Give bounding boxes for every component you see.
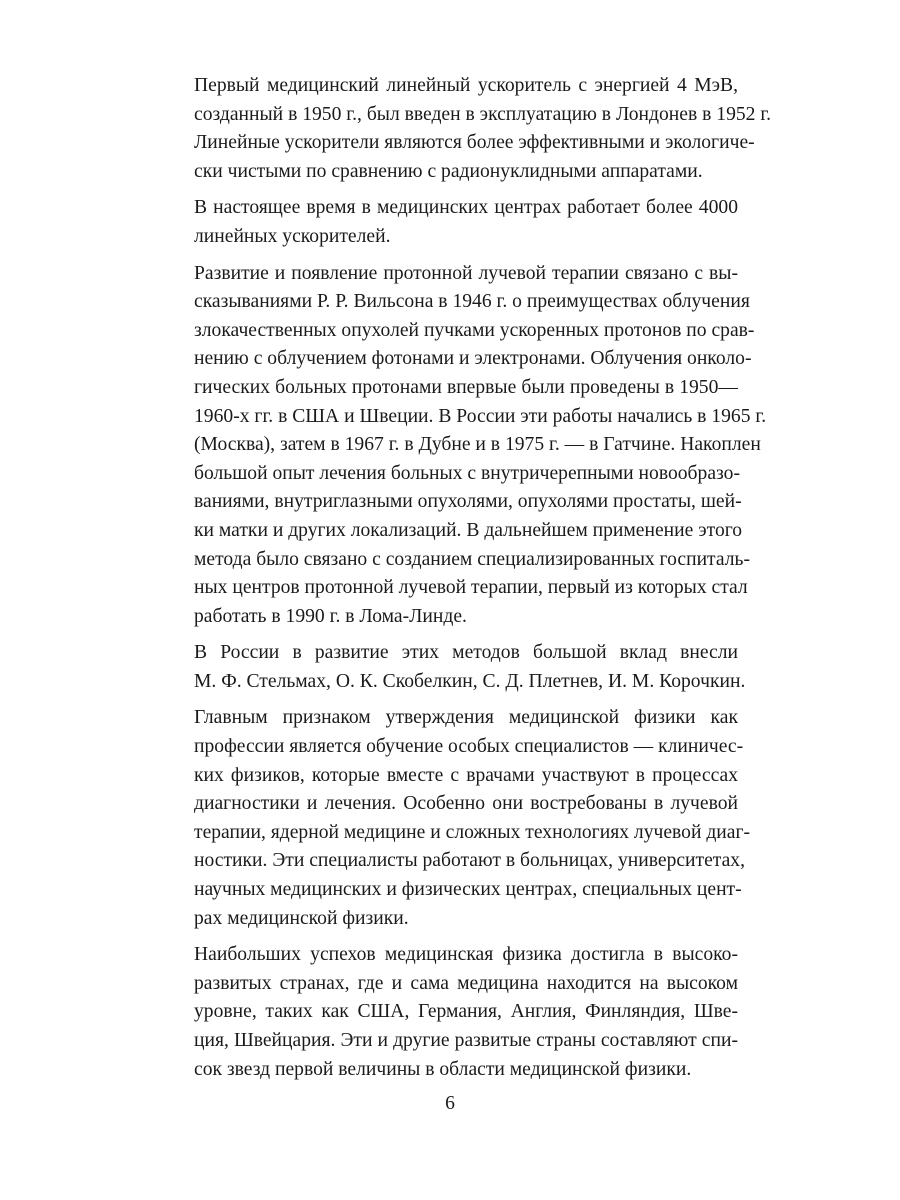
text-line: работать в 1990 г. в Лома-Линде.	[194, 605, 467, 627]
text-line: диагностики и лечения. Особенно они востребованы в лучевой	[194, 793, 738, 815]
text-line: Главным признаком утверждения медицинской физики как	[194, 707, 738, 729]
text-line: сказываниями Р. Р. Вильсона в 1946 г. о преимуществах облучения	[194, 291, 750, 313]
text-line: сок звезд первой величины в области медицинской физики.	[194, 1058, 692, 1080]
text-line: развитых странах, где и сама медицина находится на высоком	[194, 972, 738, 994]
text-line: Наибольших успехов медицинская физика достигла в высоко-	[194, 944, 738, 966]
text-line: нению с облучением фотонами и электронами. Облучения онколо-	[194, 348, 752, 370]
paragraph-clinical-physicists	[170, 704, 751, 933]
text-line: В России в развитие этих методов большой вклад внесли	[194, 642, 738, 664]
text-line: Развитие и появление протонной лучевой терапии связано с вы-	[194, 262, 738, 284]
text-line: научных медицинских и физических центрах, специальных цент-	[194, 879, 742, 901]
text-line: гических больных протонами впервые были проведены в 1950—	[194, 376, 738, 398]
text-line: ких физиков, которые вместе с врачами участвуют в процессах	[194, 764, 738, 786]
text-line: ки матки и других локализаций. В дальнейшем применение этого	[194, 519, 743, 541]
text-line: терапии, ядерной медицине и сложных технологиях лучевой диаг-	[194, 821, 751, 843]
text-line: уровне, таких как США, Германия, Англия, Финляндия, Шве-	[194, 1001, 738, 1023]
paragraph-first-linear-accelerator	[170, 72, 772, 186]
paragraph-proton-therapy	[170, 260, 767, 632]
paragraph-accelerator-count	[170, 194, 738, 251]
body-text	[170, 72, 772, 1092]
text-line: линейных ускорителей.	[194, 225, 391, 247]
paragraph-developed-countries	[170, 941, 738, 1084]
text-line: ски чистыми по сравнению с радионуклидными аппаратами.	[194, 160, 703, 182]
text-line: М. Ф. Стельмах, О. К. Скобелкин, С. Д. Плетнев, И. М. Корочкин.	[194, 670, 746, 692]
text-line: большой опыт лечения больных с внутричерепными новообразо-	[194, 462, 740, 484]
text-line: созданный в 1950 г., был введен в эксплуатацию в Лондонев в 1952 г.	[194, 103, 772, 125]
page-number: 6	[445, 1093, 455, 1114]
text-line: рах медицинской физики.	[194, 907, 409, 929]
text-line: злокачественных опухолей пучками ускоренных протонов по срав-	[194, 319, 755, 341]
text-line: ваниями, внутриглазными опухолями, опухолями простаты, шей-	[194, 491, 742, 513]
text-line: В настоящее время в медицинских центрах работает более 4000	[194, 197, 738, 219]
text-line: ция, Швейцария. Эти и другие развитые страны составляют спи-	[194, 1030, 738, 1051]
text-line: (Москва), затем в 1967 г. в Дубне и в 1975 г. — в Гатчине. Накоплен	[194, 434, 761, 456]
text-line: Первый медицинский линейный ускоритель с энергией 4 МэВ,	[194, 75, 738, 96]
text-line: ных центров протонной лучевой терапии, первый из которых стал	[194, 577, 748, 599]
text-line: Линейные ускорители являются более эффективными и экологиче-	[194, 132, 755, 154]
text-line: ностики. Эти специалисты работают в больницах, университетах,	[194, 850, 745, 872]
paragraph-russian-contributors	[170, 639, 746, 696]
text-line: профессии является обучение особых специалистов — клиничес-	[194, 736, 744, 758]
text-line: метода было связано с созданием специализированных госпиталь-	[194, 548, 750, 570]
text-line: 1960-х гг. в США и Швеции. В России эти работы начались в 1965 г.	[194, 405, 767, 427]
